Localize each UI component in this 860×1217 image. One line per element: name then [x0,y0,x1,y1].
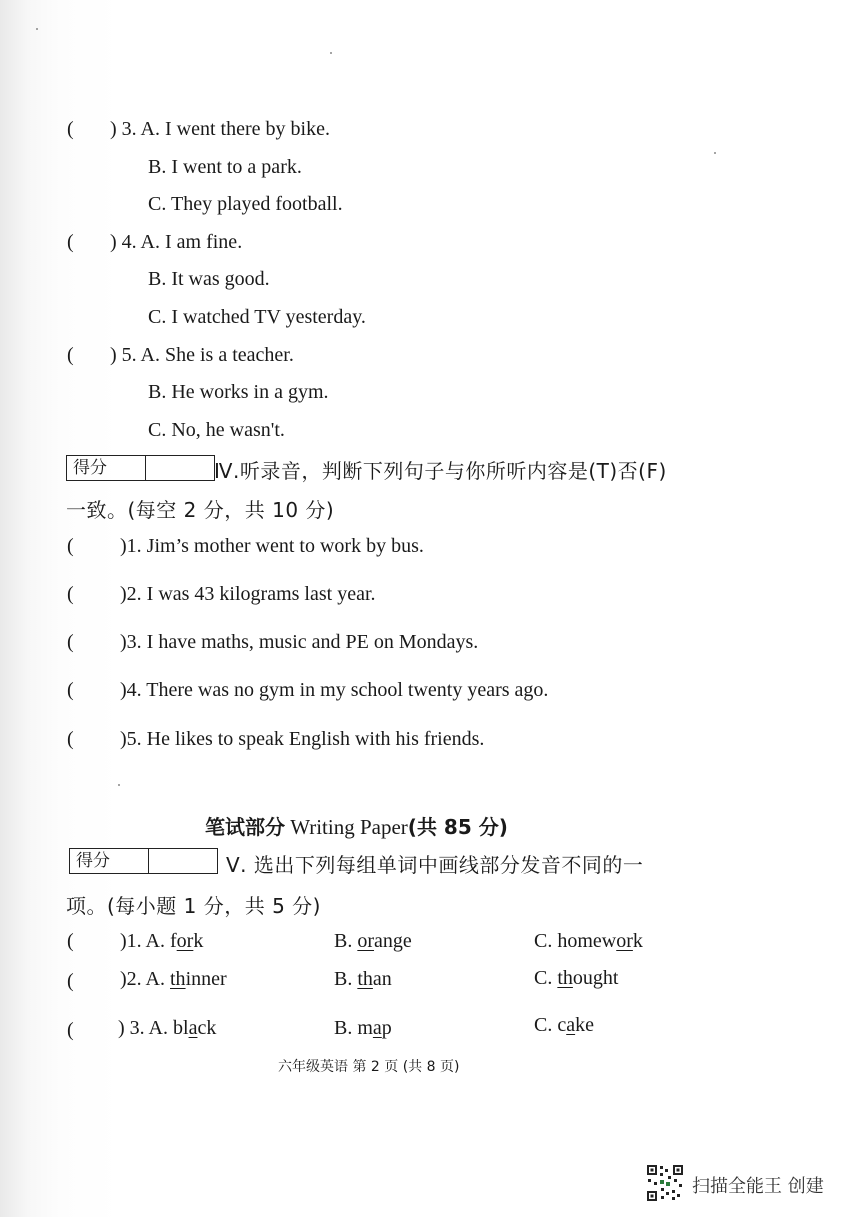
answer-paren: ( [67,970,74,992]
writing-paper-title [205,811,508,840]
option-a: ) 3. A. black [118,1017,217,1039]
question-option-b: B. He works in a gym. [148,381,329,403]
judge-item-text: )2. I was 43 kilograms last year. [120,583,376,605]
question-option-b: B. I went to a park. [148,156,302,178]
watermark-text: 扫描全能王 创建 [692,1176,824,1197]
answer-paren: ( [67,118,74,140]
answer-paren: ( [67,1019,74,1041]
section-heading: Ⅴ. 选出下列每组单词中画线部分发音不同的一 [226,853,644,877]
question-option-a: ) 5. A. She is a teacher. [110,344,294,366]
question-option-c: C. No, he wasn't. [148,419,285,441]
question-option-c: C. I watched TV yesterday. [148,306,366,328]
writing-title-cn: 笔试部分 [205,815,285,839]
qr-code-icon [646,1164,684,1202]
option-b: B. orange [334,930,412,952]
writing-title-score: (共 85 分) [407,815,508,839]
option-c: C. thought [534,967,619,989]
option-b: B. than [334,968,392,990]
score-box [66,455,215,481]
question-option-c: C. They played football. [148,193,343,215]
answer-paren: ( [67,344,74,366]
judge-item-text: )5. He likes to speak English with his friends. [120,728,485,750]
score-label: 得分 [67,456,146,480]
answer-paren: ( [67,535,74,557]
option-a: )1. A. fork [120,930,204,952]
judge-item-text: )4. There was no gym in my school twenty years ago. [120,679,549,701]
writing-title-en: Writing Paper [285,815,408,839]
option-c: C. homework [534,930,643,952]
judge-item-text: )3. I have maths, music and PE on Mondays. [120,631,479,653]
option-c: C. cake [534,1014,594,1036]
scan-speck [714,152,716,154]
option-b: B. map [334,1017,392,1039]
answer-paren: ( [67,930,74,952]
answer-paren: ( [67,679,74,701]
score-blank[interactable] [146,456,214,480]
score-box [69,848,218,874]
judge-item-text: )1. Jim’s mother went to work by bus. [120,535,424,557]
answer-paren: ( [67,631,74,653]
question-option-a: ) 3. A. I went there by bike. [110,118,330,140]
answer-paren: ( [67,231,74,253]
answer-paren: ( [67,583,74,605]
section-heading-continued: 一致。(每空 2 分，共 10 分) [66,498,335,522]
question-option-a: ) 4. A. I am fine. [110,231,243,253]
scan-speck [118,784,120,786]
question-option-b: B. It was good. [148,268,270,290]
answer-paren: ( [67,728,74,750]
score-blank[interactable] [149,849,217,873]
scan-speck [36,28,38,30]
score-label: 得分 [70,849,149,873]
option-a: )2. A. thinner [120,968,227,990]
section-heading: Ⅳ.听录音，判断下列句子与你所听内容是(T)否(F) [214,459,667,483]
page-footer: 六年级英语 第 2 页 (共 8 页) [278,1059,460,1075]
scan-speck [330,52,332,54]
section-heading-continued: 项。(每小题 1 分，共 5 分) [66,894,321,918]
